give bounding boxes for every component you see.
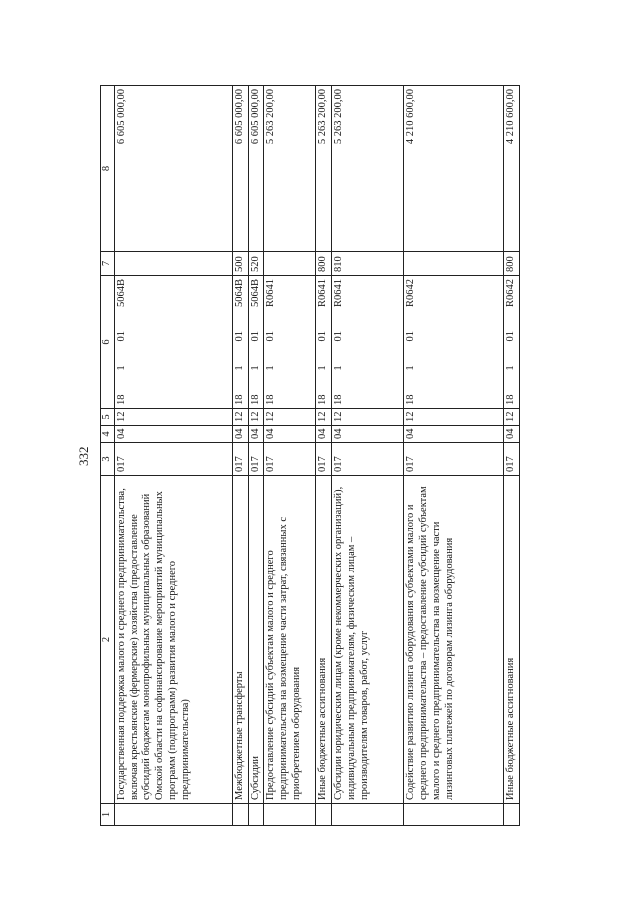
csr-part: 18 <box>333 394 345 405</box>
csr-part: R0641 <box>317 279 329 308</box>
cell-amount: 5 263 200,00 <box>316 86 332 252</box>
cell-c3: 017 <box>404 443 504 476</box>
cell-c7: 500 <box>232 252 248 276</box>
cell-c1 <box>114 804 232 826</box>
csr-part: 18 <box>505 394 517 405</box>
csr-part: 1 <box>333 365 345 371</box>
page-number: 332 <box>76 446 91 466</box>
cell-description: Субсидии юридическим лицам (кроме некоммерческих организаций), индивидуальным предпринимателям, физическим лицам – производителям товаров, работ, услуг <box>332 476 404 804</box>
rotated-page <box>76 86 545 826</box>
table-row <box>332 86 404 826</box>
cell-amount: 5 263 200,00 <box>332 86 404 252</box>
col-header-4: 4 <box>101 426 115 443</box>
csr-part: R0642 <box>505 279 517 308</box>
cell-c7: 800 <box>316 252 332 276</box>
cell-description: Государственная поддержка малого и среднего предпринимательства, включая крестьянские (фермерские) хозяйства (предоставление субсидий бюджетам монопрофильных муниципальных образований Омской области на софинансирование мероприятий муниципальных программ (подпрограмм) развития малого и среднего предпринимательства) <box>114 476 232 804</box>
csr-part: 1 <box>115 365 127 371</box>
table-row <box>316 86 332 826</box>
col-header-2: 2 <box>101 476 115 804</box>
cell-c5: 12 <box>404 409 504 426</box>
csr-part: 18 <box>265 394 277 405</box>
cell-description: Субсидии <box>248 476 264 804</box>
csr-part: 18 <box>115 394 127 405</box>
cell-c7: 800 <box>504 252 520 276</box>
csr-part: 01 <box>317 330 329 342</box>
csr-part: 1 <box>505 365 517 371</box>
cell-c4: 04 <box>114 426 232 443</box>
cell-c1 <box>504 804 520 826</box>
cell-csr <box>404 276 504 409</box>
table-row <box>404 86 504 826</box>
col-header-8: 8 <box>101 86 115 252</box>
col-header-7: 7 <box>101 252 115 276</box>
cell-c3: 017 <box>232 443 248 476</box>
cell-c7 <box>404 252 504 276</box>
cell-description: Межбюджетные трансферты <box>232 476 248 804</box>
cell-csr <box>232 276 248 409</box>
cell-c5: 12 <box>232 409 248 426</box>
table-row <box>504 86 520 826</box>
table-row <box>248 86 264 826</box>
csr-part: 1 <box>317 365 329 371</box>
csr-part: 5064В <box>233 279 245 308</box>
table-row <box>232 86 248 826</box>
csr-part: 5064В <box>115 279 127 308</box>
cell-c3: 017 <box>114 443 232 476</box>
cell-amount: 4 210 600,00 <box>504 86 520 252</box>
cell-c1 <box>232 804 248 826</box>
csr-part: 18 <box>233 394 245 405</box>
table-row <box>114 86 232 826</box>
header-row <box>101 86 115 826</box>
csr-part: R0641 <box>333 279 345 308</box>
csr-part: 18 <box>249 394 261 405</box>
cell-c5: 12 <box>504 409 520 426</box>
csr-part: 5064В <box>249 279 261 308</box>
cell-amount: 5 263 200,00 <box>264 86 316 252</box>
csr-part: 01 <box>249 330 261 342</box>
budget-table <box>100 85 520 826</box>
col-header-6: 6 <box>101 276 115 409</box>
cell-amount: 6 605 000,00 <box>114 86 232 252</box>
cell-c5: 12 <box>264 409 316 426</box>
cell-c5: 12 <box>248 409 264 426</box>
cell-c1 <box>404 804 504 826</box>
cell-c4: 04 <box>332 426 404 443</box>
csr-part: 18 <box>405 394 417 405</box>
cell-csr <box>248 276 264 409</box>
cell-c5: 12 <box>332 409 404 426</box>
csr-part: 01 <box>115 330 127 342</box>
cell-description: Иные бюджетные ассигнования <box>316 476 332 804</box>
cell-csr <box>332 276 404 409</box>
csr-part: R0642 <box>405 279 417 308</box>
cell-c3: 017 <box>504 443 520 476</box>
cell-c4: 04 <box>248 426 264 443</box>
cell-c1 <box>316 804 332 826</box>
cell-c4: 04 <box>316 426 332 443</box>
csr-part: 01 <box>333 330 345 342</box>
cell-c7: 520 <box>248 252 264 276</box>
cell-c1 <box>248 804 264 826</box>
cell-c5: 12 <box>316 409 332 426</box>
cell-amount: 6 605 000,00 <box>248 86 264 252</box>
cell-amount: 4 210 600,00 <box>404 86 504 252</box>
cell-c7: 810 <box>332 252 404 276</box>
cell-c1 <box>264 804 316 826</box>
cell-c4: 04 <box>404 426 504 443</box>
cell-c4: 04 <box>232 426 248 443</box>
cell-c5: 12 <box>114 409 232 426</box>
csr-part: 1 <box>405 365 417 371</box>
csr-part: 01 <box>233 330 245 342</box>
cell-c3: 017 <box>264 443 316 476</box>
csr-part: 18 <box>317 394 329 405</box>
col-header-5: 5 <box>101 409 115 426</box>
csr-part: 01 <box>405 330 417 342</box>
cell-csr <box>114 276 232 409</box>
col-header-1: 1 <box>101 804 115 826</box>
cell-c3: 017 <box>316 443 332 476</box>
cell-amount: 6 605 000,00 <box>232 86 248 252</box>
cell-csr <box>504 276 520 409</box>
cell-csr <box>316 276 332 409</box>
cell-description: Иные бюджетные ассигнования <box>504 476 520 804</box>
csr-part: 1 <box>265 365 277 371</box>
cell-c1 <box>332 804 404 826</box>
cell-c4: 04 <box>264 426 316 443</box>
cell-c4: 04 <box>504 426 520 443</box>
csr-part: R0641 <box>265 279 277 308</box>
csr-part: 1 <box>233 365 245 371</box>
csr-part: 01 <box>505 330 517 342</box>
cell-c3: 017 <box>332 443 404 476</box>
col-header-3: 3 <box>101 443 115 476</box>
cell-c7 <box>264 252 316 276</box>
cell-description: Содействие развитию лизинга оборудования субъектами малого и среднего предпринимательства – предоставление субсидий субъектам малого и среднего предпринимательства на возмещение части лизинговых платежей по договорам лизинга оборудования <box>404 476 504 804</box>
csr-part: 01 <box>265 330 277 342</box>
cell-c3: 017 <box>248 443 264 476</box>
cell-c7 <box>114 252 232 276</box>
cell-csr <box>264 276 316 409</box>
table-row <box>264 86 316 826</box>
csr-part: 1 <box>249 365 261 371</box>
cell-description: Предоставление субсидий субъектам малого и среднего предпринимательства на возмещение части затрат, связанных с приобретением оборудования <box>264 476 316 804</box>
